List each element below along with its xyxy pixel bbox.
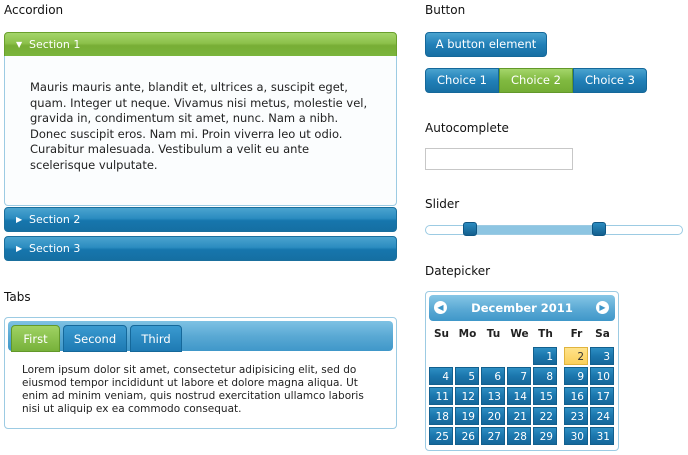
day-24[interactable]: 24	[590, 407, 614, 425]
weekday-fr: Fr	[570, 328, 583, 340]
day-1[interactable]: 1	[533, 347, 557, 365]
day-31[interactable]: 31	[590, 427, 614, 445]
day-17[interactable]: 17	[590, 387, 614, 405]
tab-first[interactable]: First	[11, 325, 60, 352]
autocomplete-input[interactable]	[425, 148, 573, 170]
accordion-content-text: Mauris mauris ante, blandit et, ultrices a, suscipit eget, quam. Integer ut neque. Vivamus nisi metus, molestie vel, gravida in, condimentum sit amet, nunc. Nam a nibh. Donec suscipit eros. Nam mi. Proin viverra leo ut odio. Curabitur malesuada. Vestibulum a velit eu ante scelerisque vulputate.	[30, 80, 368, 172]
caret-right-icon: ▶	[16, 215, 23, 224]
tabs-widget	[4, 317, 397, 429]
day-29[interactable]: 29	[533, 427, 557, 445]
datepicker-title: December 2011	[471, 301, 573, 315]
tab-second[interactable]: Second	[63, 325, 127, 352]
weekday-th: Th	[538, 328, 553, 340]
button-heading: Button	[425, 3, 466, 17]
day-8[interactable]: 8	[533, 367, 557, 385]
day-7[interactable]: 7	[507, 367, 531, 385]
day-10[interactable]: 10	[590, 367, 614, 385]
accordion-heading: Accordion	[4, 3, 64, 17]
chevron-right-icon[interactable]: ▶	[596, 301, 609, 314]
day-5[interactable]: 5	[455, 367, 479, 385]
accordion-section-3-header[interactable]	[4, 236, 397, 261]
day-22[interactable]: 22	[533, 407, 557, 425]
day-13[interactable]: 13	[481, 387, 505, 405]
slider-range	[470, 226, 598, 234]
day-25[interactable]: 25	[429, 427, 453, 445]
day-6[interactable]: 6	[481, 367, 505, 385]
day-14[interactable]: 14	[507, 387, 531, 405]
accordion-section-label: Section 3	[29, 242, 81, 255]
autocomplete-heading: Autocomplete	[425, 121, 509, 135]
day-26[interactable]: 26	[455, 427, 479, 445]
accordion-section-2-header[interactable]	[4, 207, 397, 232]
day-23[interactable]: 23	[564, 407, 588, 425]
weekday-we: We	[510, 328, 529, 340]
choice-1-button[interactable]: Choice 1	[425, 68, 499, 93]
caret-right-icon: ▶	[16, 244, 23, 253]
weekday-sa: Sa	[595, 328, 610, 340]
day-9[interactable]: 9	[564, 367, 588, 385]
day-27[interactable]: 27	[481, 427, 505, 445]
caret-down-icon: ▼	[16, 40, 23, 49]
chevron-left-icon[interactable]: ◀	[434, 301, 447, 314]
accordion-section-label: Section 1	[29, 38, 81, 51]
choice-2-button[interactable]: Choice 2	[499, 68, 573, 93]
day-4[interactable]: 4	[429, 367, 453, 385]
day-21[interactable]: 21	[507, 407, 531, 425]
accordion-section-1-header[interactable]	[4, 32, 397, 57]
day-2[interactable]: 2	[564, 347, 588, 365]
choice-3-button[interactable]: Choice 3	[573, 68, 647, 93]
slider-handle-end[interactable]	[592, 222, 606, 236]
tab-panel-content: Lorem ipsum dolor sit amet, consectetur adipisicing elit, sed do eiusmod tempor incididunt ut labore et dolore magna aliqua. Ut enim ad minim veniam, quis nostrud exercitation ullamco laboris nisi ut aliquip ex ea commodo consequat.	[22, 364, 364, 415]
day-20[interactable]: 20	[481, 407, 505, 425]
datepicker-header	[429, 295, 615, 321]
day-18[interactable]: 18	[429, 407, 453, 425]
accordion-section-1-content	[4, 56, 397, 206]
day-15[interactable]: 15	[533, 387, 557, 405]
tab-third[interactable]: Third	[130, 325, 182, 352]
weekday-su: Su	[433, 328, 450, 340]
slider-handle-start[interactable]	[463, 222, 477, 236]
day-3[interactable]: 3	[590, 347, 614, 365]
tabs-heading: Tabs	[4, 290, 31, 304]
weekday-mo: Mo	[458, 328, 477, 340]
tab-bar	[8, 321, 393, 351]
slider-heading: Slider	[425, 197, 460, 211]
weekday-tu: Tu	[486, 328, 501, 340]
day-28[interactable]: 28	[507, 427, 531, 445]
day-11[interactable]: 11	[429, 387, 453, 405]
datepicker-heading: Datepicker	[425, 264, 491, 278]
day-19[interactable]: 19	[455, 407, 479, 425]
day-12[interactable]: 12	[455, 387, 479, 405]
datepicker	[425, 291, 619, 451]
accordion-section-label: Section 2	[29, 213, 81, 226]
day-30[interactable]: 30	[564, 427, 588, 445]
day-16[interactable]: 16	[564, 387, 588, 405]
button-element[interactable]: A button element	[425, 32, 547, 57]
